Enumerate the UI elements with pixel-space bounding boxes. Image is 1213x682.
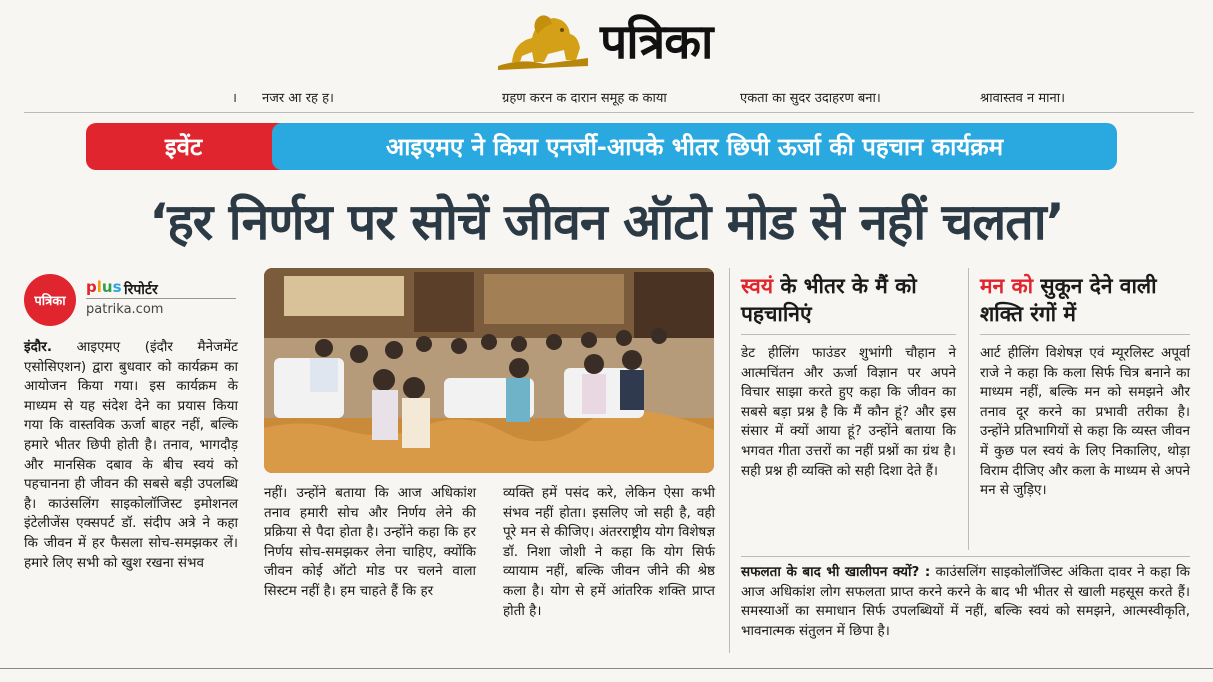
column-text: आर्ट हीलिंग विशेषज्ञ एवं म्यूरलिस्ट अपूर्वा राजे ने कहा कि कला सिर्फ चित्र बनाने का माध्यम नहीं, बल्कि मन को समझने और तनाव दूर करने का प्रभावी तरीका है। उन्होंने प्रतिभागियों से कहा कि व्यस्त जीवन में कुछ पल स्वयं के लिए निकालिए, थोड़ा विराम दीजिए और कला के माध्यम से अपने मन से जुड़िए।	[980, 345, 1190, 499]
column-divider	[729, 268, 730, 653]
column-text: आइएमए (इंदौर मैनेजमेंट एसोसिएशन) द्वारा बुधवार को कार्यक्रम का आयोजन किया गया। इस कार्यक्रम के माध्यम से यह संदेश देने का प्रयास किया गया कि वास्तविक ऊर्जा बाहर नहीं, बल्कि हमारे भीतर छिपी होती है। तनाव, भागदौड़ और मानसिक दबाव के बीच स्वयं को पहचानना ही जीवन की सबसे बड़ी उपलब्धि है। काउंसलिंग साइकोलॉजिस्ट इमोशनल इंटेलीजेंस एक्सपर्ट डॉ. संदीप अत्रे ने कहा कि जीवन में हर फैसला सोच-समझकर लें। हमारे लिए सभी को खुश रखना संभव	[24, 339, 238, 571]
bottom-box-text: काउंसलिंग साइकोलॉजिस्ट अंकिता दावर ने कहा कि आज अधिकांश लोग सफलता प्राप्त करने करने के बाद भी भीतर से खाली महसूस करते हैं। समस्याओं का समाधान सिर्फ उपलब्धियों में नहीं, बल्कि स्वयं को समझने, आत्मस्वीकृति, भावनात्मक संतुलन में छिपा है।	[741, 564, 1191, 639]
cutoff-line: ।	[232, 91, 237, 106]
column-divider	[968, 268, 969, 550]
plus-logo: plus	[86, 278, 122, 296]
side-column-2	[980, 344, 1190, 501]
headline: ‘हर निर्णय पर सोचें जीवन ऑटो मोड से नहीं चलता’	[149, 193, 1064, 251]
byline-reporter: रिपोर्टर	[124, 282, 158, 298]
divider	[980, 334, 1190, 335]
side-heading-highlight: स्वयं	[741, 274, 774, 298]
seminar-audience-photo	[264, 268, 714, 473]
newspaper-brand: पत्रिका	[600, 14, 713, 70]
column-text: व्यक्ति हमें पसंद करे, लेकिन ऐसा कभी संभव नहीं होता। इसलिए जो सही है, वही पूरे मन से कीजिए। अंतरराष्ट्रीय योग विशेषज्ञ डॉ. निशा जोशी ने कहा कि योग सिर्फ व्यायाम नहीं, बल्कि जीवन जीने की श्रेष्ठ कला है। योग से हमें आंतरिक शक्ति प्राप्त होती है।	[503, 485, 715, 619]
bottom-box-lead: सफलता के बाद भी खालीपन क्यों? :	[741, 564, 931, 580]
column-text: डेट हीलिंग फाउंडर शुभांगी चौहान ने आत्मचिंतन और ऊर्जा विज्ञान पर अपने विचार साझा करते हुए कहा कि जीवन का सबसे बड़ा प्रश्न है कि मैं कौन हूं? और इस संसार में क्यों आया हूं? उन्होंने बताया कि भगवत गीता उत्तरों का नहीं प्रश्नों का ग्रंथ है। सही प्रश्न ही व्यक्ति को सही दिशा देते हैं।	[741, 345, 956, 479]
cutoff-line: नजर आ रह ह।	[262, 91, 334, 106]
masthead	[0, 0, 1213, 80]
column-text: नहीं। उन्होंने बताया कि आज अधिकांश तनाव हमारी सोच और निर्णय लेने की प्रक्रिया से पैदा होता है। उन्होंने कहा कि हर निर्णय सोच-समझकर लेना चाहिए, क्योंकि जीवन कोई ऑटो मोड पर चलने वाला सिस्टम नहीं है। हम चाहते हैं कि हर	[264, 485, 476, 599]
category-label: इवेंट	[86, 123, 281, 170]
byline-rule	[86, 298, 236, 299]
cutoff-line: श्रावास्तव न माना।	[980, 91, 1065, 106]
bottom-rule	[0, 668, 1213, 669]
bottom-box	[741, 563, 1190, 641]
photo-illustration	[264, 268, 714, 473]
side-heading-text: के भीतर के मैं को पहचानिएं	[741, 274, 917, 326]
article-column-1	[24, 338, 238, 573]
byline-badge: पत्रिका	[24, 274, 76, 326]
byline-site: patrika.com	[86, 302, 164, 317]
dateline: इंदौर.	[24, 339, 52, 355]
divider	[741, 334, 956, 335]
side-heading-highlight: मन को	[980, 274, 1034, 298]
cutoff-line: एकता का सुदर उदाहरण बना।	[740, 91, 881, 106]
article-column-3	[503, 484, 715, 621]
side-heading-2	[980, 272, 1190, 328]
article-column-2	[264, 484, 476, 602]
side-heading-text: सुकून देने वाली शक्ति रंगों में	[980, 274, 1157, 326]
side-heading-1	[741, 272, 956, 328]
category-title: आइएमए ने किया एनर्जी-आपके भीतर छिपी ऊर्जा की पहचान कार्यक्रम	[272, 123, 1117, 170]
lion-logo-icon	[492, 8, 596, 74]
divider	[741, 556, 1190, 557]
cutoff-line: ग्रहण करन क दारान समूह क काया	[502, 91, 667, 106]
side-column-1	[741, 344, 956, 481]
divider	[24, 112, 1194, 113]
